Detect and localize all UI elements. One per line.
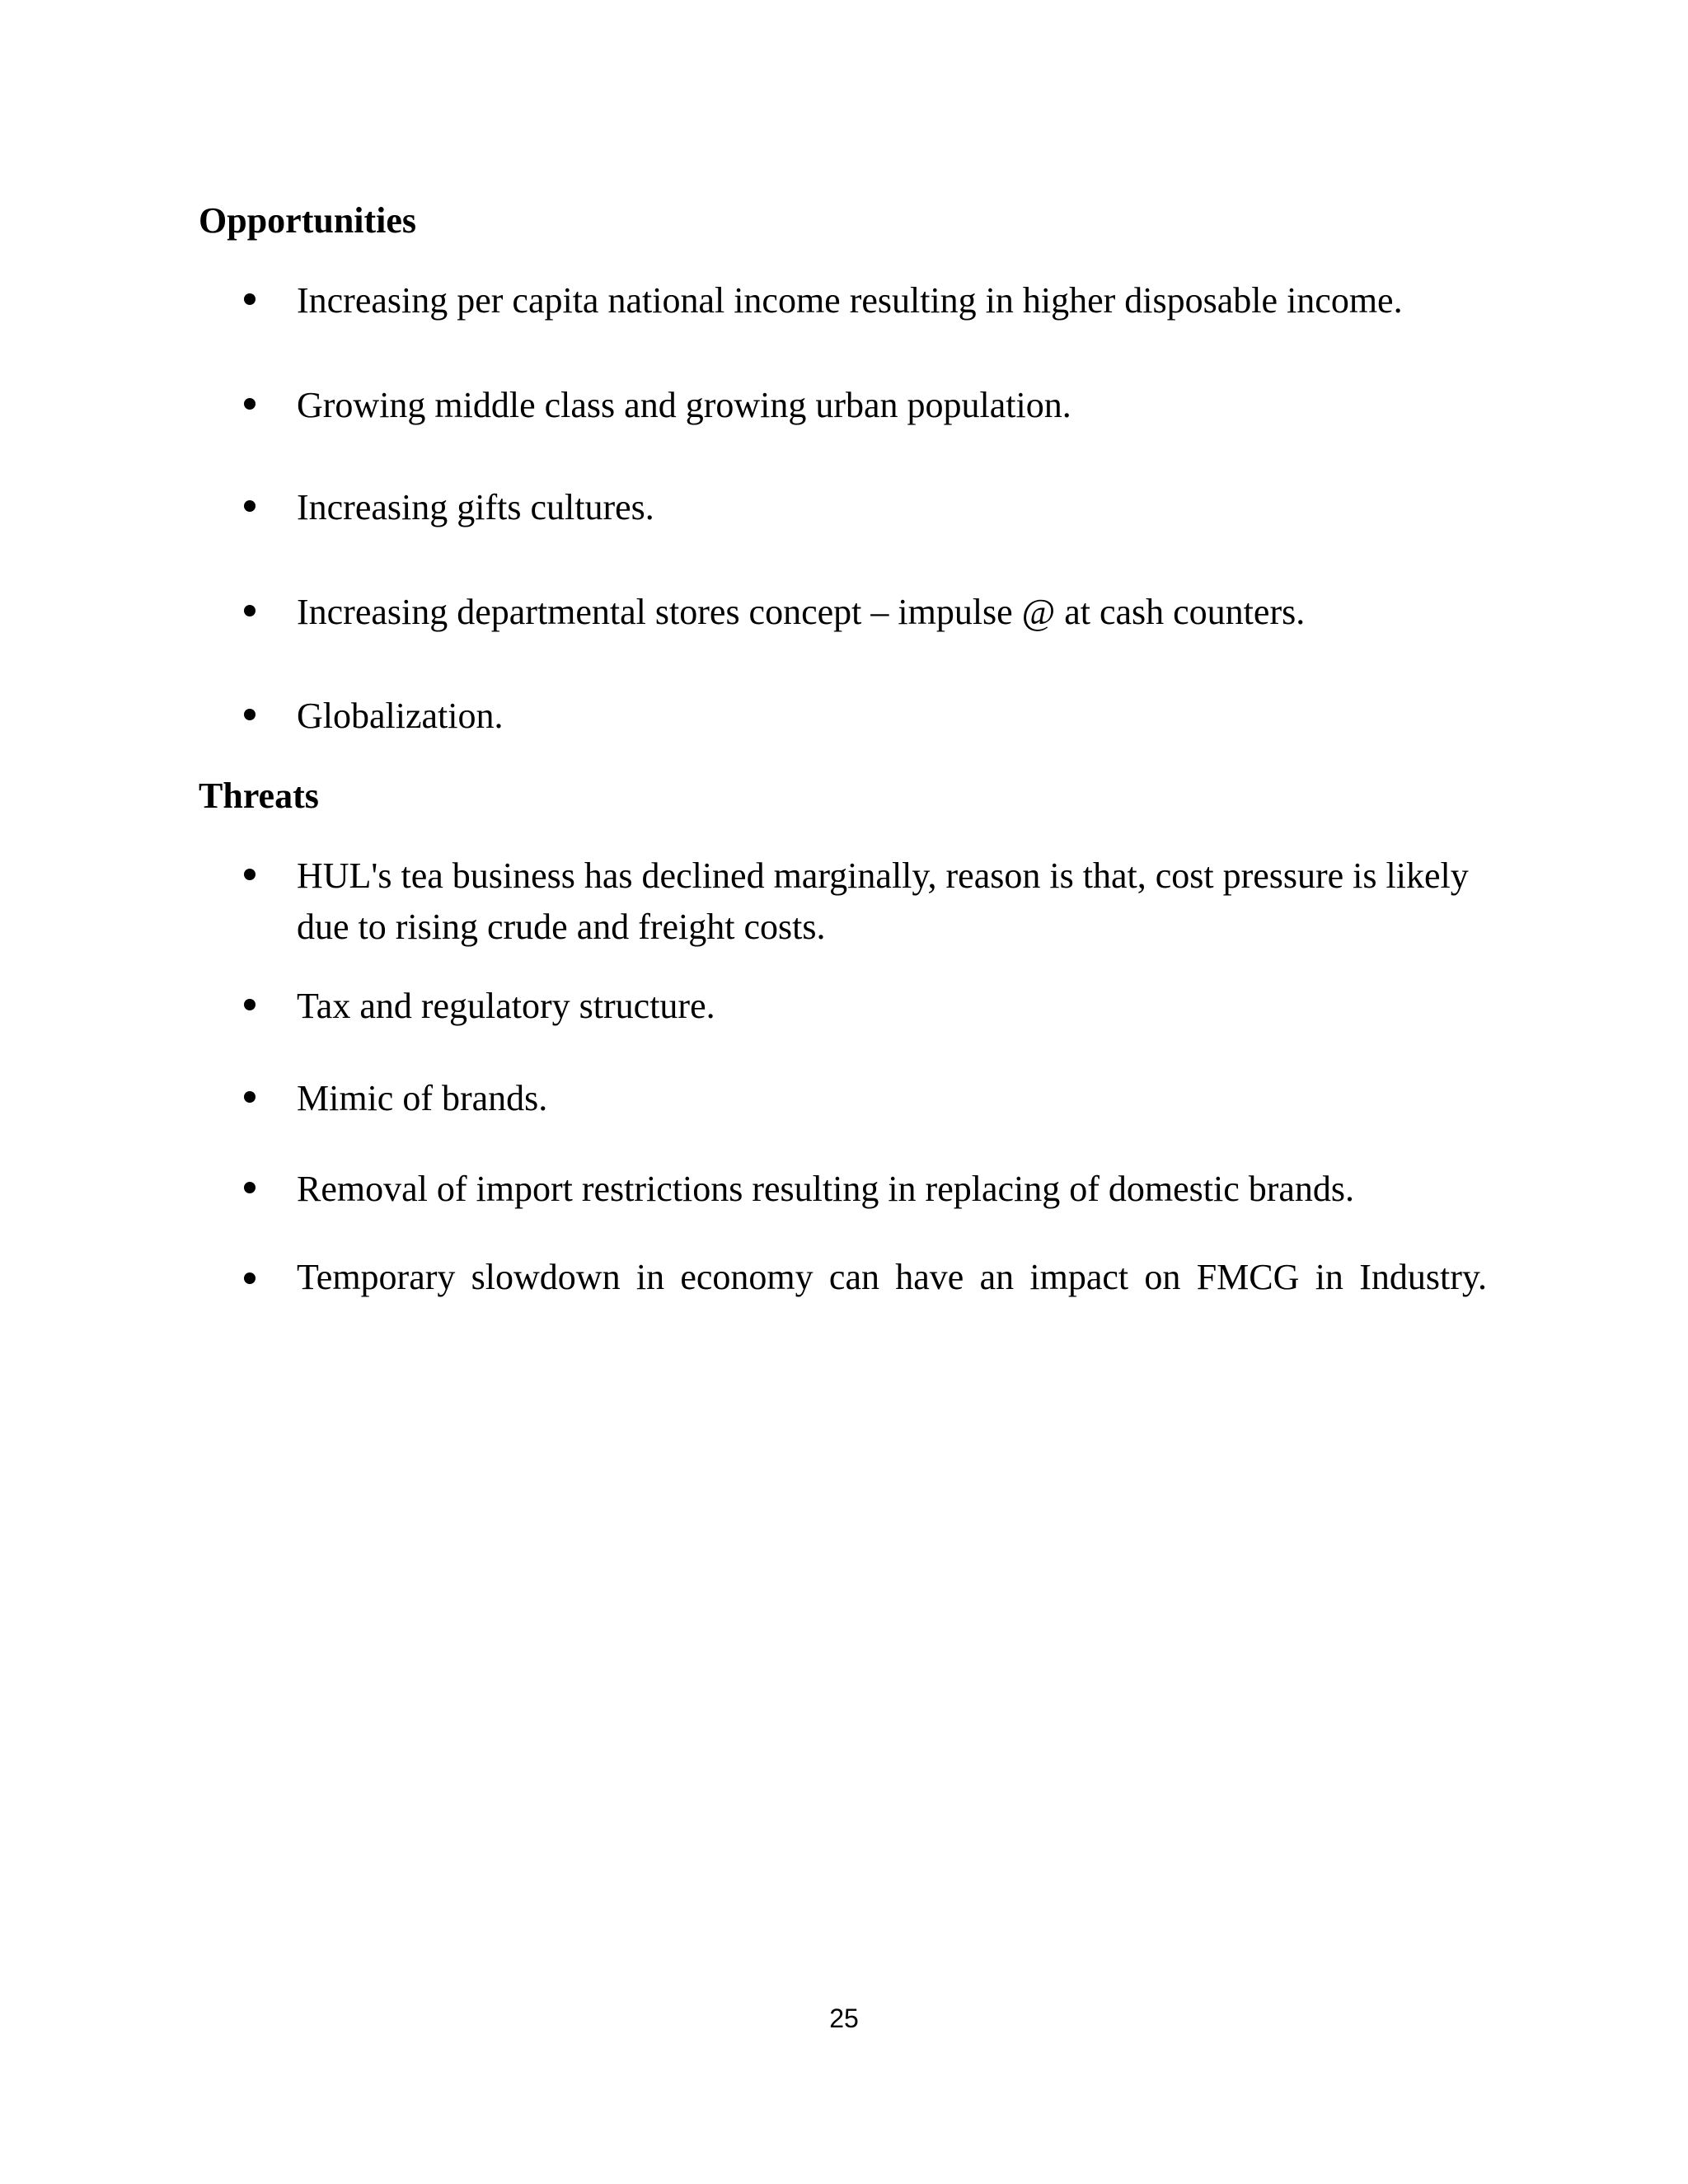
list-item-text: Increasing departmental stores concept – impulse @ at cash counters.	[297, 592, 1306, 632]
list-item	[244, 482, 1487, 533]
list-item-text: Increasing gifts cultures.	[297, 487, 654, 527]
list-item	[244, 587, 1487, 638]
list-item-text: Removal of import restrictions resulting in replacing of domestic brands.	[297, 1169, 1355, 1209]
list-item	[244, 691, 1487, 742]
list-item	[244, 851, 1487, 953]
threats-heading: Threats	[199, 776, 319, 816]
bullet-icon	[244, 398, 256, 410]
bullet-icon	[244, 869, 256, 880]
bullet-icon	[244, 500, 256, 512]
bullet-icon	[244, 1091, 256, 1103]
opportunities-heading: Opportunities	[199, 200, 417, 241]
bullet-icon	[244, 1182, 256, 1193]
list-item	[244, 1073, 1487, 1124]
list-item	[244, 275, 1487, 326]
list-item-text: Growing middle class and growing urban population.	[297, 385, 1071, 425]
page-number: 25	[829, 2004, 859, 2033]
list-item	[244, 380, 1487, 431]
bullet-icon	[244, 605, 256, 616]
list-item-text: Temporary slowdown in economy can have an impact on FMCG in Industry.	[297, 1257, 1487, 1297]
list-item-text: Mimic of brands.	[297, 1078, 548, 1118]
list-item	[244, 1164, 1487, 1215]
bullet-icon	[244, 709, 256, 720]
list-item-text: Tax and regulatory structure.	[297, 986, 715, 1026]
list-item	[244, 981, 1487, 1032]
list-item-text: HUL's tea business has declined marginally, reason is that, cost pressure is likely due to rising crude and freight costs.	[297, 855, 1469, 947]
list-item-text: Increasing per capita national income resulting in higher disposable income.	[297, 280, 1403, 321]
list-item	[244, 1254, 1487, 1301]
bullet-icon	[244, 999, 256, 1010]
bullet-icon	[244, 1272, 256, 1284]
bullet-icon	[244, 293, 256, 305]
list-item-text: Globalization.	[297, 696, 504, 736]
